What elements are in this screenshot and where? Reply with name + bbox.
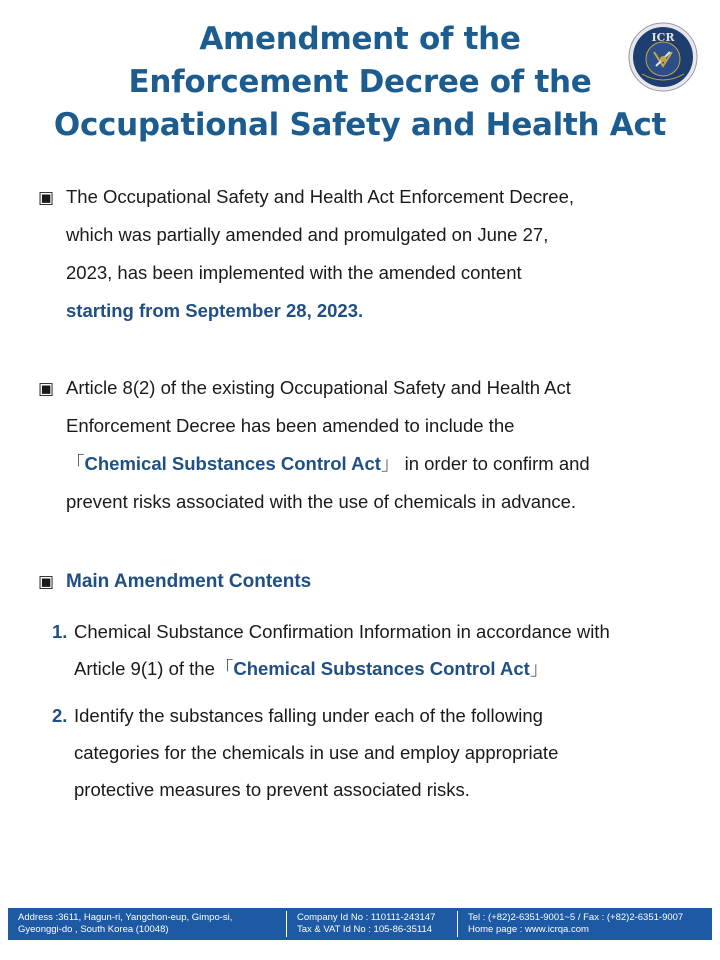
title-line-2: Enforcement Decree of the — [128, 64, 592, 100]
item-number: 2. — [52, 705, 68, 726]
footer-divider — [286, 911, 287, 937]
para2-line4: prevent risks associated with the use of chemicals in advance. — [66, 491, 577, 512]
main-amendment-heading — [38, 567, 311, 597]
act-name-highlight: Chemical Substances Control Act — [84, 453, 381, 474]
homepage-link[interactable]: Home page : www.icrqa.com — [468, 924, 589, 935]
section-heading: Main Amendment Contents — [66, 571, 312, 592]
bullet-square-icon: ▣ — [38, 379, 55, 399]
amendment-item-2 — [52, 697, 712, 808]
title-line-3: Occupational Safety and Health Act — [53, 107, 667, 143]
para1-line3: 2023, has been implemented with the amended content — [66, 262, 522, 283]
para2-line1: Article 8(2) of the existing Occupational Safety and Health Act — [66, 377, 571, 398]
bullet-square-icon: ▣ — [38, 188, 55, 208]
para2-line3-rest: in order to confirm and — [399, 453, 590, 474]
para1-line1: The Occupational Safety and Health Act Enforcement Decree, — [66, 186, 575, 207]
bracket-close: 」 — [529, 658, 549, 679]
title-line-1: Amendment of the — [199, 21, 521, 57]
footer-address — [18, 912, 232, 936]
item2-line3: protective measures to prevent associated risks. — [74, 779, 470, 800]
document-title — [0, 18, 720, 147]
paragraph-article-amendment — [38, 369, 698, 521]
address-line-2: Gyeonggi-do , South Korea (10048) — [18, 924, 169, 935]
act-name-highlight: Chemical Substances Control Act — [233, 658, 530, 679]
para1-line2: which was partially amended and promulgated on June 27, — [66, 224, 549, 245]
item2-line1: Identify the substances falling under each of the following — [74, 705, 543, 726]
icr-logo — [628, 22, 698, 92]
logo-text: ICR — [651, 31, 675, 44]
bullet-square-icon: ▣ — [38, 572, 55, 592]
bracket-open: 「 — [214, 658, 234, 679]
footer-bar — [8, 908, 712, 940]
item-number: 1. — [52, 621, 68, 642]
bracket-open: 「 — [66, 453, 85, 474]
item1-line1: Chemical Substance Confirmation Information in accordance with — [74, 621, 610, 642]
para2-line2: Enforcement Decree has been amended to include the — [66, 415, 515, 436]
amendment-item-1 — [52, 613, 712, 687]
footer-divider — [457, 911, 458, 937]
item2-line2: categories for the chemicals in use and employ appropriate — [74, 742, 559, 763]
tax-vat-id: Tax & VAT Id No : 105-86-35114 — [297, 924, 433, 935]
paragraph-implementation — [38, 178, 698, 330]
footer-contact — [468, 912, 683, 936]
para1-effective-date: starting from September 28, 2023. — [66, 300, 364, 321]
company-id: Company Id No : 110111-243147 — [297, 912, 436, 923]
address-line-1: Address :3611, Hagun-ri, Yangchon-eup, Gimpo-si, — [18, 912, 233, 923]
item1-line2-pre: Article 9(1) of the — [74, 658, 215, 679]
footer-company-ids — [297, 912, 435, 936]
tel-fax: Tel : (+82)2-6351-9001~5 / Fax : (+82)2-6351-9007 — [468, 912, 684, 923]
bracket-close: 」 — [380, 453, 400, 474]
